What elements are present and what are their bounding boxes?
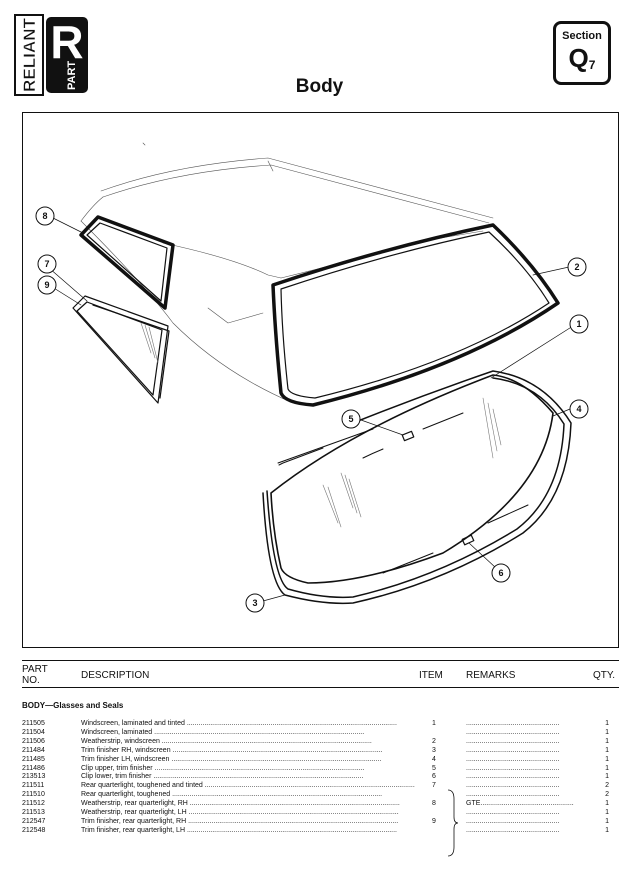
quantity: 1 <box>605 817 609 825</box>
part-number: 211512 <box>22 800 45 808</box>
table-row <box>22 728 619 737</box>
quantity: 1 <box>605 737 609 745</box>
column-header-description: DESCRIPTION <box>81 670 150 681</box>
column-header-part-no <box>22 664 48 686</box>
callout-7 <box>38 255 56 273</box>
quantity: 1 <box>605 800 609 808</box>
quantity: 2 <box>605 782 609 790</box>
logo-letter: R <box>50 16 84 68</box>
remarks <box>466 746 584 755</box>
remarks <box>466 719 584 728</box>
svg-text:9: 9 <box>44 280 50 290</box>
part-number: 211513 <box>22 809 45 816</box>
remarks <box>466 764 584 773</box>
remarks: GTE ..... <box>466 799 584 808</box>
table-row <box>22 826 619 835</box>
item-number: 5 <box>432 764 436 772</box>
section-label: Section <box>562 30 602 42</box>
description: Trim finisher, rear quarterlight, LH ..... <box>81 826 421 835</box>
quantity: 1 <box>605 773 609 781</box>
section-letter: Q <box>568 43 589 73</box>
remarks <box>466 790 584 799</box>
svg-text:5: 5 <box>348 414 354 424</box>
part-number: 211484 <box>22 746 45 754</box>
diagram-svg <box>23 113 620 649</box>
part-number: 211504 <box>22 728 45 736</box>
logo-brand-text: RELIANT <box>20 18 39 92</box>
description: Trim finisher RH, windscreen ..... <box>81 746 421 755</box>
item-number: 9 <box>432 817 436 825</box>
table-row <box>22 764 619 773</box>
description: Weatherstrip, rear quarterlight, RH ..... <box>81 799 421 808</box>
windscreen-weatherstrip <box>273 225 558 405</box>
part-number: 211506 <box>22 737 45 745</box>
item-number: 3 <box>432 746 436 754</box>
part-number: 212548 <box>22 826 46 834</box>
quantity: 1 <box>605 826 609 834</box>
table-row <box>22 781 619 790</box>
part-number: 211485 <box>22 755 45 763</box>
svg-text:4: 4 <box>576 404 582 414</box>
item-number: 2 <box>432 737 436 745</box>
table-row <box>22 719 619 728</box>
table-row <box>22 737 619 746</box>
quantity: 1 <box>605 809 609 816</box>
rear-quarterlight-weatherstrip <box>81 217 173 308</box>
remarks <box>466 781 584 790</box>
remarks <box>466 772 584 781</box>
item-number: 7 <box>432 782 436 790</box>
svg-text:8: 8 <box>42 211 48 221</box>
part-number: 213513 <box>22 773 46 781</box>
remarks <box>466 737 584 746</box>
callout-6 <box>492 564 510 582</box>
svg-text:6: 6 <box>498 568 504 578</box>
section-number: 7 <box>588 58 596 72</box>
description: Trim finisher LH, windscreen ..... <box>81 755 421 764</box>
item-number: 6 <box>432 773 436 781</box>
description: Weatherstrip, windscreen ..... <box>81 737 421 746</box>
table-row <box>22 799 619 808</box>
callout-4 <box>570 400 588 418</box>
column-header-part-line2: NO. <box>22 675 40 686</box>
quantity: 1 <box>605 755 609 763</box>
column-header-qty: QTY. <box>593 670 616 681</box>
quantity: 1 <box>605 720 609 727</box>
quantity: 1 <box>605 746 609 754</box>
column-header-part-line1: PART <box>22 664 48 675</box>
rear-quarterlight-glass <box>73 296 169 403</box>
remarks-brace <box>446 789 460 857</box>
description: Windscreen, laminated and tinted ..... <box>81 719 421 728</box>
callout-1 <box>570 315 588 333</box>
column-header-remarks: REMARKS <box>466 670 516 681</box>
column-header-item: ITEM <box>419 670 443 681</box>
section-badge <box>553 21 611 85</box>
description: Weatherstrip, rear quarterlight, LH ..... <box>81 808 421 817</box>
remarks <box>466 817 584 826</box>
table-row <box>22 808 619 817</box>
item-number: 4 <box>432 755 436 763</box>
table-header-rule <box>22 687 619 688</box>
remarks <box>466 826 584 835</box>
item-number: 8 <box>432 800 436 808</box>
section-code <box>556 45 608 78</box>
callout-9 <box>38 276 56 294</box>
exploded-diagram <box>22 112 619 648</box>
callout-8 <box>36 207 54 225</box>
remarks <box>466 808 584 817</box>
part-number: 211511 <box>22 782 45 790</box>
item-number: 1 <box>432 720 436 727</box>
quantity: 2 <box>605 791 609 799</box>
table-top-rule <box>22 660 619 661</box>
remarks <box>466 728 584 737</box>
car-body-outline <box>81 143 493 403</box>
svg-text:2: 2 <box>574 262 580 272</box>
table-row <box>22 772 619 781</box>
description: Trim finisher, rear quarterlight, RH ..... <box>81 817 421 826</box>
description: Rear quarterlight, toughened and tinted ..... <box>81 781 421 790</box>
page-title: Body <box>295 76 344 97</box>
description: Clip lower, trim finisher ..... <box>81 772 421 781</box>
part-number: 212547 <box>22 817 46 825</box>
description: Clip upper, trim finisher ..... <box>81 764 421 773</box>
part-number: 211505 <box>22 720 45 727</box>
callout-2 <box>568 258 586 276</box>
table-row <box>22 746 619 755</box>
quantity: 1 <box>605 764 609 772</box>
description: Windscreen, laminated ..... <box>81 728 421 737</box>
table-row <box>22 817 619 826</box>
part-number: 211486 <box>22 764 45 772</box>
remarks <box>466 755 584 764</box>
table-row <box>22 790 619 799</box>
svg-text:3: 3 <box>252 598 258 608</box>
svg-text:7: 7 <box>44 259 50 269</box>
description: Rear quarterlight, toughened ..... <box>81 790 421 799</box>
trim-clip-upper <box>402 431 414 440</box>
group-title: BODY—Glasses and Seals <box>22 701 124 710</box>
table-row <box>22 755 619 764</box>
callout-5 <box>342 410 360 428</box>
callout-3 <box>246 594 264 612</box>
logo-sub-text: PART <box>66 60 78 90</box>
svg-text:1: 1 <box>576 319 582 329</box>
quantity: 1 <box>605 728 609 736</box>
part-number: 211510 <box>22 791 45 799</box>
